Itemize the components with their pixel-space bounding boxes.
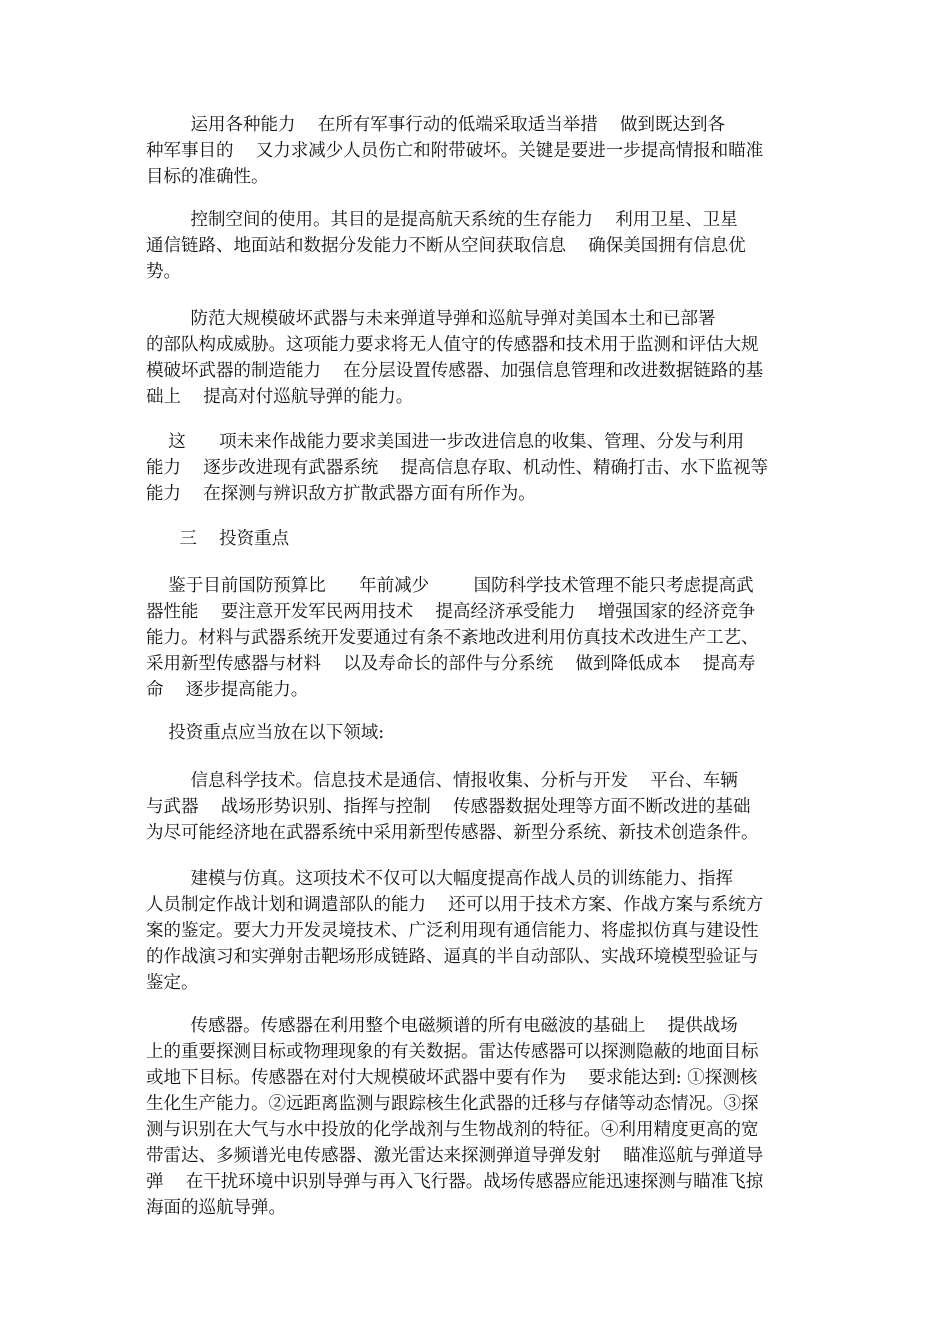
text-line: 命 逐步提高能力。 [146,680,309,700]
text-line: 或地下目标。传感器在对付大规模破坏武器中要有作为 要求能达到: ①探测核 [146,1068,758,1088]
text-line: 能力。材料与武器系统开发要通过有条不紊地改进利用仿真技术改进生产工艺、 [146,628,759,648]
text-line: 种军事目的 又力求减少人员伤亡和附带破坏。关键是要进一步提高情报和瞄准 [146,141,764,161]
paragraph-capability-low-end [146,112,814,190]
text-line: 鉴定。 [146,973,199,993]
text-line: 目标的准确性。 [146,167,269,187]
paragraph-budget [146,573,814,703]
text-line: 弹 在干扰环境中识别导弹与再入飞行器。战场传感器应能迅速探测与瞄准飞掠 [146,1172,764,1192]
text-line: 能力 逐步改进现有武器系统 提高信息存取、机动性、精确打击、水下监视等 [146,458,768,478]
text-line: 势。 [146,262,181,282]
text-line: 与武器 战场形势识别、指挥与控制 传感器数据处理等方面不断改进的基础 [146,797,751,817]
paragraph-modeling-simulation [146,866,814,996]
text-line: 采用新型传感器与材料 以及寿命长的部件与分系统 做到降低成本 提高寿 [146,654,756,674]
text-line: 础上 提高对付巡航导弹的能力。 [146,387,414,407]
text-line: 测与识别在大气与水中投放的化学战剂与生物战剂的特征。④利用精度更高的宽 [146,1120,759,1140]
text-line: 鉴于目前国防预算比 年前减少 国防科学技术管理不能只考虑提高武 [146,576,754,596]
paragraph-sensors [146,1013,814,1221]
text-line: 的部队构成威胁。这项能力要求将无人值守的传感器和技术用于监测和评估大规 [146,335,759,355]
text-line: 建模与仿真。这项技术不仅可以大幅度提高作战人员的训练能力、指挥 [146,869,733,889]
text-line: 投资重点应当放在以下领域: [146,723,385,743]
text-line: 传感器。传感器在利用整个电磁频谱的所有电磁波的基础上 提供战场 [146,1016,738,1036]
text-line: 能力 在探测与辨识敌方扩散武器方面有所作为。 [146,484,536,504]
text-line: 信息科学技术。信息技术是通信、情报收集、分析与开发 平台、车辆 [146,771,738,791]
section-heading: 三 投资重点 [146,529,290,549]
text-line: 通信链路、地面站和数据分发能力不断从空间获取信息 确保美国拥有信息优 [146,236,746,256]
text-line: 案的鉴定。要大力开发灵境技术、广泛利用现有通信能力、将虚拟仿真与建设性 [146,921,759,941]
paragraph-wmd-defense [146,306,814,410]
text-line: 生化生产能力。②远距离监测与跟踪核生化武器的迁移与存储等动态情况。③探 [146,1094,759,1114]
paragraph-information-science [146,768,814,846]
text-line: 为尽可能经济地在武器系统中采用新型传感器、新型分系统、新技术创造条件。 [146,823,759,843]
section-heading-investment-focus [146,526,814,552]
text-line: 带雷达、多频谱光电传感器、激光雷达来探测弹道导弹发射 瞄准巡航与弹道导 [146,1146,764,1166]
text-line: 模破坏武器的制造能力 在分层设置传感器、加强信息管理和改进数据链路的基 [146,361,764,381]
text-line: 器性能 要注意开发军民两用技术 提高经济承受能力 增强国家的经济竞争 [146,602,756,622]
text-line: 控制空间的使用。其目的是提高航天系统的生存能力 利用卫星、卫星 [146,210,738,230]
text-line: 运用各种能力 在所有军事行动的低端采取适当举措 做到既达到各 [146,115,726,135]
paragraph-future-capability [146,429,814,507]
text-line: 海面的巡航导弹。 [146,1198,286,1218]
text-line: 上的重要探测目标或物理现象的有关数据。雷达传感器可以探测隐蔽的地面目标 [146,1042,759,1062]
paragraph-investment-areas-intro [146,720,814,746]
text-line: 人员制定作战计划和调遣部队的能力 还可以用于技术方案、作战方案与系统方 [146,895,764,915]
text-line: 这 项未来作战能力要求美国进一步改进信息的收集、管理、分发与利用 [146,432,745,452]
paragraph-space-control [146,207,814,285]
text-line: 的作战演习和实弹射击靶场形成链路、逼真的半自动部队、实战环境模型验证与 [146,947,759,967]
text-line: 防范大规模破坏武器与未来弹道导弹和巡航导弹对美国本土和已部署 [146,309,716,329]
